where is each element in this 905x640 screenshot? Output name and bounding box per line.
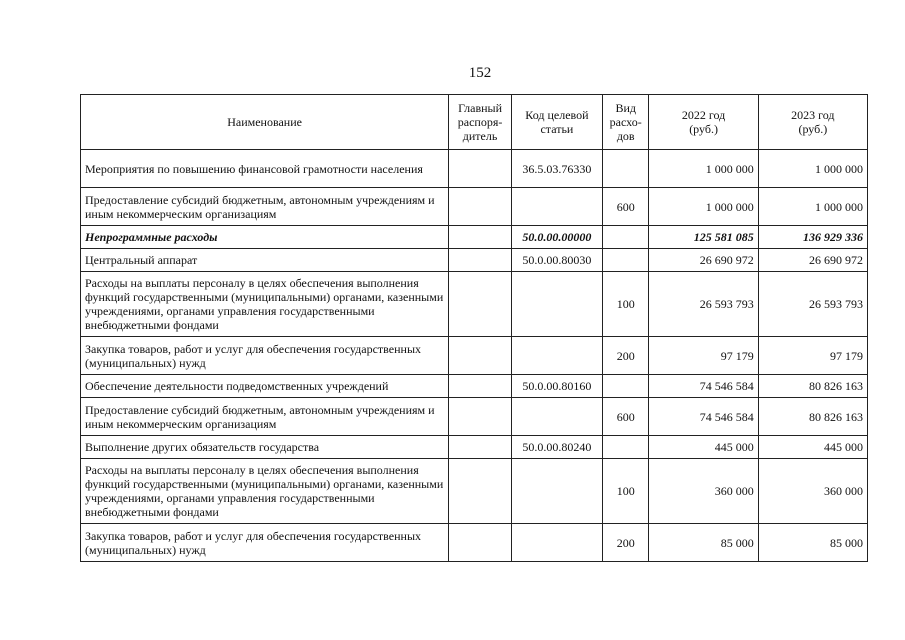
- cell-target-code: 50.0.00.80240: [511, 436, 602, 459]
- cell-expense-type: 200: [602, 524, 649, 562]
- cell-name: Закупка товаров, работ и услуг для обеспечения государственных (муниципальных) нужд: [81, 524, 449, 562]
- cell-chief-manager: [449, 524, 512, 562]
- cell-chief-manager: [449, 150, 512, 188]
- table-row: [81, 436, 868, 459]
- table-row: [81, 150, 868, 188]
- header-chief-manager: Главный распоря- дитель: [449, 95, 512, 150]
- cell-chief-manager: [449, 188, 512, 226]
- cell-year-2022: 74 546 584: [649, 398, 758, 436]
- cell-name: Закупка товаров, работ и услуг для обеспечения государственных (муниципальных) нужд: [81, 337, 449, 375]
- cell-expense-type: 600: [602, 398, 649, 436]
- cell-expense-type: 600: [602, 188, 649, 226]
- cell-year-2023: 1 000 000: [758, 188, 867, 226]
- cell-name: Расходы на выплаты персоналу в целях обеспечения выполнения функций государственными (муниципальными) органами, казенными учреждениями, органами управления государственными внебюджетными фондами: [81, 459, 449, 524]
- page-number: 152: [468, 65, 492, 81]
- header-expense-type: Вид расхо- дов: [602, 95, 649, 150]
- header-year-2023: 2023 год (руб.): [758, 95, 867, 150]
- cell-year-2022: 125 581 085: [649, 226, 758, 249]
- cell-chief-manager: [449, 375, 512, 398]
- table-row: [81, 375, 868, 398]
- cell-expense-type: 200: [602, 337, 649, 375]
- cell-year-2023: 360 000: [758, 459, 867, 524]
- budget-table: [80, 94, 868, 562]
- cell-target-code: [511, 337, 602, 375]
- cell-chief-manager: [449, 337, 512, 375]
- table-row: [81, 249, 868, 272]
- cell-expense-type: [602, 436, 649, 459]
- cell-expense-type: [602, 375, 649, 398]
- cell-chief-manager: [449, 398, 512, 436]
- header-target-code: Код целевой статьи: [511, 95, 602, 150]
- cell-year-2023: 80 826 163: [758, 375, 867, 398]
- cell-chief-manager: [449, 272, 512, 337]
- cell-target-code: [511, 459, 602, 524]
- cell-year-2023: 136 929 336: [758, 226, 867, 249]
- cell-name: Предоставление субсидий бюджетным, автономным учреждениям и иным некоммерческим организациям: [81, 398, 449, 436]
- cell-chief-manager: [449, 459, 512, 524]
- cell-year-2022: 445 000: [649, 436, 758, 459]
- table-row: [81, 524, 868, 562]
- table-header-row: [81, 95, 868, 150]
- cell-year-2023: 26 593 793: [758, 272, 867, 337]
- cell-expense-type: 100: [602, 272, 649, 337]
- header-year-2022: 2022 год (руб.): [649, 95, 758, 150]
- table-row: [81, 188, 868, 226]
- table-row: [81, 272, 868, 337]
- cell-chief-manager: [449, 436, 512, 459]
- cell-expense-type: [602, 226, 649, 249]
- cell-year-2022: 26 690 972: [649, 249, 758, 272]
- cell-year-2023: 1 000 000: [758, 150, 867, 188]
- cell-target-code: [511, 188, 602, 226]
- cell-chief-manager: [449, 226, 512, 249]
- cell-target-code: 50.0.00.00000: [511, 226, 602, 249]
- cell-year-2023: 97 179: [758, 337, 867, 375]
- cell-name: Центральный аппарат: [81, 249, 449, 272]
- cell-name: Расходы на выплаты персоналу в целях обеспечения выполнения функций государственными (муниципальными) органами, казенными учреждениями, органами управления государственными внебюджетными фондами: [81, 272, 449, 337]
- cell-year-2022: 85 000: [649, 524, 758, 562]
- cell-year-2022: 1 000 000: [649, 150, 758, 188]
- cell-year-2023: 85 000: [758, 524, 867, 562]
- cell-year-2022: 97 179: [649, 337, 758, 375]
- cell-year-2022: 74 546 584: [649, 375, 758, 398]
- table-row: [81, 459, 868, 524]
- cell-year-2023: 445 000: [758, 436, 867, 459]
- header-name: Наименование: [81, 95, 449, 150]
- cell-name: Мероприятия по повышению финансовой грамотности населения: [81, 150, 449, 188]
- cell-year-2023: 80 826 163: [758, 398, 867, 436]
- cell-chief-manager: [449, 249, 512, 272]
- cell-name: Выполнение других обязательств государства: [81, 436, 449, 459]
- cell-target-code: 50.0.00.80160: [511, 375, 602, 398]
- table-row: [81, 398, 868, 436]
- table-row: [81, 337, 868, 375]
- cell-name: Обеспечение деятельности подведомственных учреждений: [81, 375, 449, 398]
- cell-year-2022: 1 000 000: [649, 188, 758, 226]
- cell-target-code: 36.5.03.76330: [511, 150, 602, 188]
- cell-name: Предоставление субсидий бюджетным, автономным учреждениям и иным некоммерческим организациям: [81, 188, 449, 226]
- cell-expense-type: [602, 150, 649, 188]
- cell-year-2022: 26 593 793: [649, 272, 758, 337]
- cell-target-code: [511, 272, 602, 337]
- cell-target-code: 50.0.00.80030: [511, 249, 602, 272]
- cell-year-2022: 360 000: [649, 459, 758, 524]
- cell-target-code: [511, 524, 602, 562]
- cell-year-2023: 26 690 972: [758, 249, 867, 272]
- cell-expense-type: [602, 249, 649, 272]
- cell-name: Непрограммные расходы: [81, 226, 449, 249]
- table-row: [81, 226, 868, 249]
- cell-expense-type: 100: [602, 459, 649, 524]
- cell-target-code: [511, 398, 602, 436]
